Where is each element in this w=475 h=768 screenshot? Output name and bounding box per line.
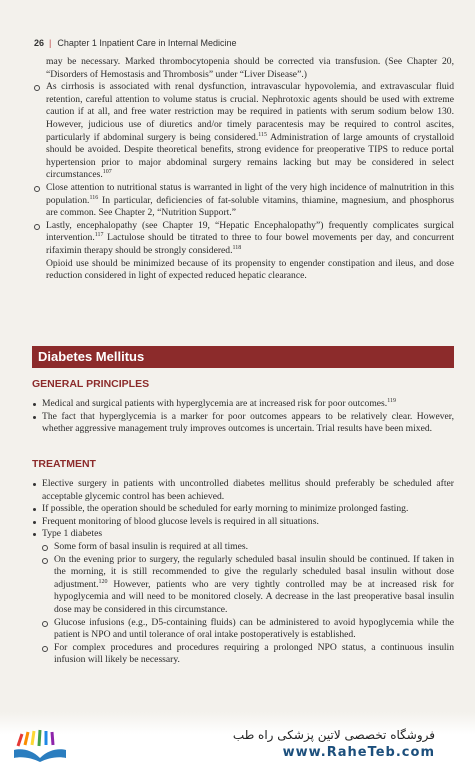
chapter-title-header: Chapter 1 Inpatient Care in Internal Medicine xyxy=(57,38,237,48)
watermark-footer xyxy=(0,712,475,768)
book-rainbow-icon xyxy=(12,728,68,762)
list-item: If possible, the operation should be scheduled for early morning to minimize prolonged fasting. xyxy=(32,503,454,516)
header-separator: | xyxy=(49,38,52,48)
list-item: Glucose infusions (e.g., D5-containing fluids) can be administered to avoid hypoglycemia while the patient is NPO and until tolerance of oral intake postoperatively is established. xyxy=(32,617,454,642)
treatment-body xyxy=(32,478,454,667)
general-principles-body xyxy=(32,398,454,436)
brand-name: فروشگاه تخصصی لاتین پزشکی راه طب xyxy=(232,728,435,742)
list-item: Lastly, encephalopathy (see Chapter 19, “Hepatic Encephalopathy”) frequently complicates surgical intervention.$^{117}$ Lactulose should be titrated to three to four bowel movements per day, and concurrent rifaximin therapy should be strongly considered.$^{118}$ xyxy=(32,220,454,258)
brand-url: www.RaheTeb.com xyxy=(282,745,435,760)
list-item: Medical and surgical patients with hyperglycemia are at increased risk for poor outcomes.$^{119}$ xyxy=(32,398,454,411)
list-item: Close attention to nutritional status is warranted in light of the very high incidence of malnutrition in this population.$^{116}$ In particular, deficiencies of fat-soluble vitamins, thiamine, magnesium, and phosphorus are common. See Chapter 2, “Nutrition Support.” xyxy=(32,182,454,220)
lead-text: may be necessary. Marked thrombocytopenia should be corrected via transfusion. (See Chapter 20, “Disorders of Hemostasis and Thrombosis” under “Liver Disease”.) xyxy=(46,56,454,80)
top-section xyxy=(32,56,454,283)
section-title-bar: Diabetes Mellitus xyxy=(32,346,454,368)
list-item: On the evening prior to surgery, the regularly scheduled basal insulin should be continued. If taken in the morning, it is still recommended to give the regularly scheduled basal insulin without dose adjustment.$^{120}$ However, patients who are very tightly controlled may be at increased risk for hypoglycemia and will need to be monitored closely. A decrease in the last preoperative basal insulin dose may be considered in this circumstance. xyxy=(32,554,454,617)
page-header xyxy=(34,38,454,52)
page-number: 26 xyxy=(34,38,45,48)
treatment-heading: TREATMENT xyxy=(32,458,96,470)
list-item: Type 1 diabetes xyxy=(32,528,454,541)
list-item: Some form of basal insulin is required at all times. xyxy=(32,541,454,554)
general-principles-heading: GENERAL PRINCIPLES xyxy=(32,378,150,390)
list-item: As cirrhosis is associated with renal dysfunction, intravascular hypovolemia, and extravascular fluid retention, careful attention to volume status is crucial. Nephrotoxic agents should be used with extreme caution if at all, and free water restriction may be required in patients with serum sodium below 130. However, judicious use of diuretics and/or timely paracentesis may be required to control ascites, particularly if abdominal surgery is being considered.$^{115}$ Administration of large amounts of crystalloid should be avoided. Despite theoretical benefits, strong evidence for preoperative TIPS to reduce portal hypertension prior to major abdominal surgery remains lacking but may be considered in select circumstances.$^{107}$ xyxy=(32,81,454,182)
list-item: For complex procedures and procedures requiring a prolonged NPO status, a continuous insulin infusion will likely be necessary. xyxy=(32,642,454,667)
list-item: Frequent monitoring of blood glucose levels is required in all situations. xyxy=(32,516,454,529)
tail-text: Opioid use should be minimized because of its propensity to engender constipation and ileus, and dose reduction considered in light of expected reduced hepatic clearance. xyxy=(46,257,454,282)
list-item: Elective surgery in patients with uncontrolled diabetes mellitus should preferably be scheduled after acceptable glycemic control has been achieved. xyxy=(32,478,454,503)
list-item: The fact that hyperglycemia is a marker for poor outcomes appears to be relatively clear. However, whether aggressive management truly improves outcomes is uncertain. Trial results have been mixed. xyxy=(32,411,454,436)
